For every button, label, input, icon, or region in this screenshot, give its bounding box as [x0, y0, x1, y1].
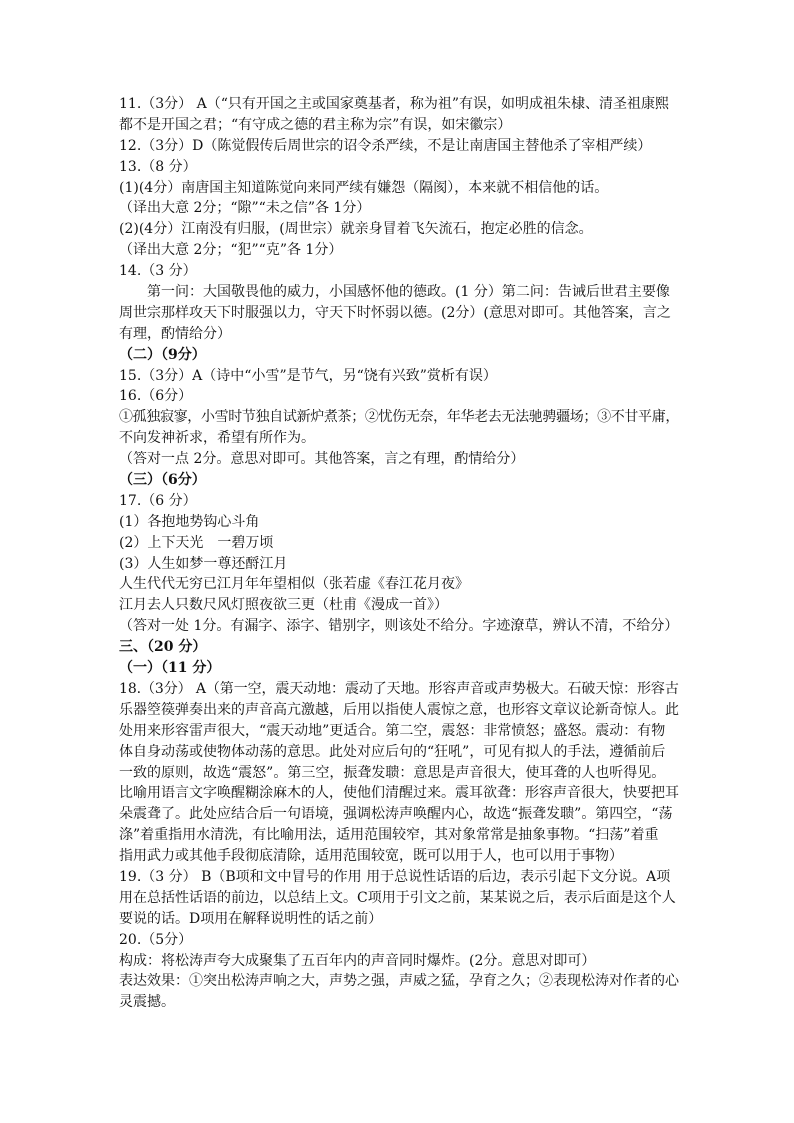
- q15-line: 15.（3分）A（诗中“小雪”是节气，另“饶有兴致”赏析有误）: [119, 367, 497, 384]
- q19-line-3: 要说的话。D项用在解释说明性的话之前）: [119, 910, 383, 927]
- q17-scoring: （答对一处 1分。有漏字、添字、错别字，则该处不给分。字迹潦草，辨认不清，不给分）: [119, 618, 679, 635]
- q11-line-2: 都不是开国之君；“有守成之德的君主称为宗”有误，如宋徽宗）: [119, 116, 512, 133]
- q14-answer-line-3: 有理，酌情给分）: [119, 325, 231, 342]
- q18-line-7: 朵震聋了。此处应结合后一句语境，强调松涛声唤醒内心，故选“振聋发聩”。第四空，“荡: [119, 806, 673, 823]
- q12-line: 12.（3分）D（陈觉假传后周世宗的诏令杀严续，不是让南唐国主替他杀了宰相严续）: [119, 137, 652, 154]
- q19-line-1: 19.（3 分） B（B项和文中冒号的作用 用于总说性话语的后边，表示引起下文分说。A项: [119, 868, 671, 885]
- q18-line-3: 处用来形容雷声很大，“震天动地”更适合。第二空，震怒：非常愤怒；盛怒。震动：有物: [119, 722, 666, 739]
- q17-answer-1: (1）各抱地势钩心斗角: [119, 513, 260, 530]
- q13-heading: 13.（8 分）: [119, 158, 197, 175]
- q13-scoring-2: （译出大意 2分；“犯”“克”各 1分）: [119, 242, 343, 259]
- q18-line-8: 涤”着重指用水清洗，有比喻用法，适用范围较窄，其对象常常是抽象事物。“扫荡”着重: [119, 827, 659, 844]
- q17-answer-5: 江月去人只数尺风灯照夜欲三更（杜甫《漫成一首》）: [119, 597, 448, 614]
- q13-answer-1: (1)(4分）南唐国主知道陈觉向来同严续有嫌怨（隔阂），本来就不相信他的话。: [119, 179, 609, 196]
- q19-line-2: 用在总括性话语的前边，以总结上文。C项用于引文之前，某某说之后，表示后面是这个人: [119, 889, 676, 906]
- part-3-heading: 三、（20 分）: [119, 639, 207, 656]
- q11-line-1: 11.（3分） A（“只有开国之主或国家奠基者，称为祖”有误，如明成祖朱棣、清圣祖康熙: [119, 96, 670, 112]
- answer-document: [119, 94, 679, 1013]
- q13-answer-2: (2)(4分）江南没有归服，(周世宗）就亲身冒着飞矢流石，抱定必胜的信念。: [119, 221, 593, 238]
- q20-answer-line-3: 灵震撼。: [119, 994, 175, 1011]
- q17-answer-3: (3）人生如梦一尊还酹江月: [119, 555, 288, 572]
- q17-heading: 17.（6 分）: [119, 492, 197, 509]
- q17-answer-4: 人生代代无穷已江月年年望相似（张若虚《春江花月夜》: [119, 576, 469, 593]
- q20-answer-line-2: 表达效果：①突出松涛声响之大，声势之强，声威之猛，孕育之久；②表现松涛对作者的心: [119, 973, 679, 990]
- q18-line-9: 指用武力或其他手段彻底清除，适用范围较宽，既可以用于人，也可以用于事物）: [119, 848, 623, 865]
- q18-line-5: 一致的原则，故选“震怒”。第三空，振聋发聩：意思是声音很大，使耳聋的人也听得见。: [119, 764, 666, 781]
- section-2-heading: （二）（9分）: [119, 346, 206, 363]
- q18-line-6: 比喻用语言文字唤醒糊涂麻木的人，使他们清醒过来。震耳欲聋：形容声音很大，快要把耳: [119, 785, 679, 802]
- q14-answer-line-1: 第一问：大国敬畏他的威力，小国感怀他的德政。(1 分）第二问：告诫后世君主要像: [147, 284, 670, 301]
- q16-heading: 16.（6分）: [119, 388, 193, 405]
- q18-line-2: 乐器箜篌弹奏出来的声音高亢激越，后用以指使人震惊之意，也形容文章议论新奇惊人。此: [119, 701, 679, 718]
- q16-answer-line-1: ①孤独寂寥，小雪时节独自试新炉煮茶；②忧伤无奈，年华老去无法驰骋疆场；③不甘平庸，: [119, 409, 680, 426]
- q13-scoring-1: （译出大意 2分；“隙”“未之信”各 1分）: [119, 200, 371, 217]
- q17-answer-2: (2）上下天光 一碧万顷: [119, 534, 274, 551]
- q16-answer-line-2: 不向发神祈求，希望有所作为。: [119, 430, 315, 447]
- section-3-heading: （三）（6分）: [119, 472, 206, 489]
- q14-heading: 14.（3 分）: [119, 263, 197, 280]
- q20-heading: 20.（5分）: [119, 931, 193, 948]
- q18-line-1: 18.（3分） A（第一空，震天动地：震动了天地。形容声音或声势极大。石破天惊：形容古: [119, 680, 679, 697]
- part-3-section-1-heading: （一）（11 分）: [119, 660, 221, 677]
- q18-line-4: 体自身动荡或使物体动荡的意思。此处对应后句的“狂吼”，可见有拟人的手法，遵循前后: [119, 743, 666, 760]
- q20-answer-line-1: 构成：将松涛声夸大成聚集了五百年内的声音同时爆炸。(2分。意思对即可）: [119, 952, 596, 969]
- q16-scoring: （答对一点 2分。意思对即可。其他答案，言之有理，酌情给分）: [119, 451, 525, 468]
- q14-answer-line-2: 周世宗那样攻天下时服强以力，守天下时怀弱以德。(2分）(意思对即可。其他答案，言之: [119, 304, 671, 321]
